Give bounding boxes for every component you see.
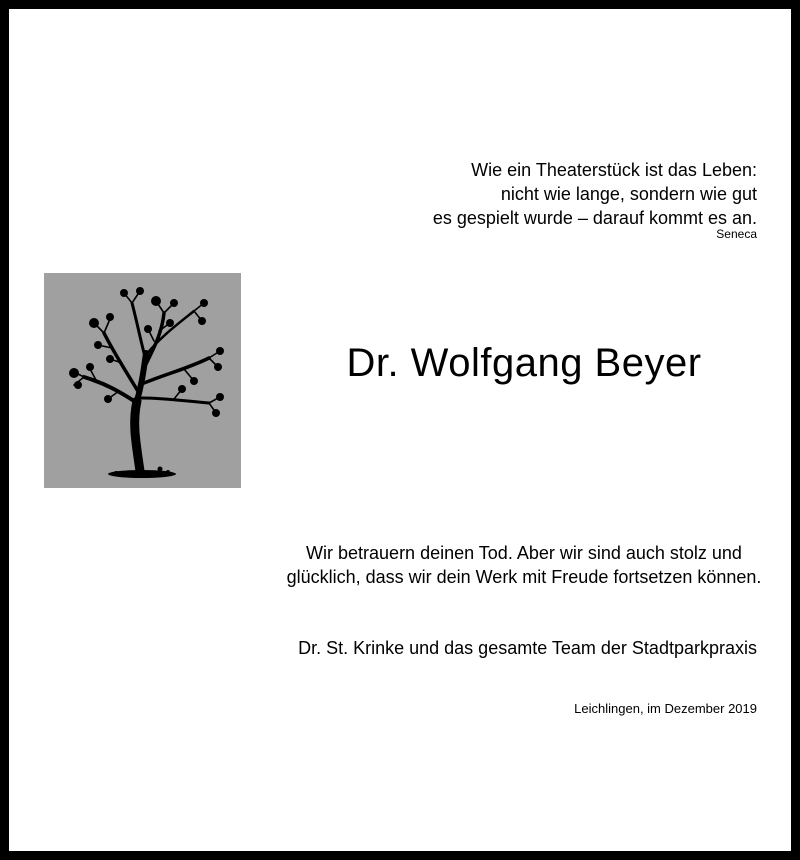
quote-author: Seneca: [716, 227, 757, 241]
quote-line: nicht wie lange, sondern wie gut: [500, 184, 757, 204]
message-line: glücklich, dass wir dein Werk mit Freude fortsetzen können.: [286, 567, 762, 587]
deceased-name: Dr. Wolfgang Beyer: [346, 341, 702, 385]
message-line: Wir betrauern deinen Tod. Aber wir sind auch stolz und: [306, 543, 742, 563]
quote-line: es gespielt wurde – darauf kommt es an.: [432, 208, 757, 228]
tree-icon: [44, 273, 241, 488]
signature: Dr. St. Krinke und das gesamte Team der Stadtparkpraxis: [298, 638, 757, 658]
quote: [257, 158, 757, 230]
tree-image: [44, 273, 241, 488]
quote-line: Wie ein Theaterstück ist das Leben:: [471, 160, 757, 180]
place-date: Leichlingen, im Dezember 2019: [574, 701, 757, 716]
mourning-message: [239, 541, 800, 589]
